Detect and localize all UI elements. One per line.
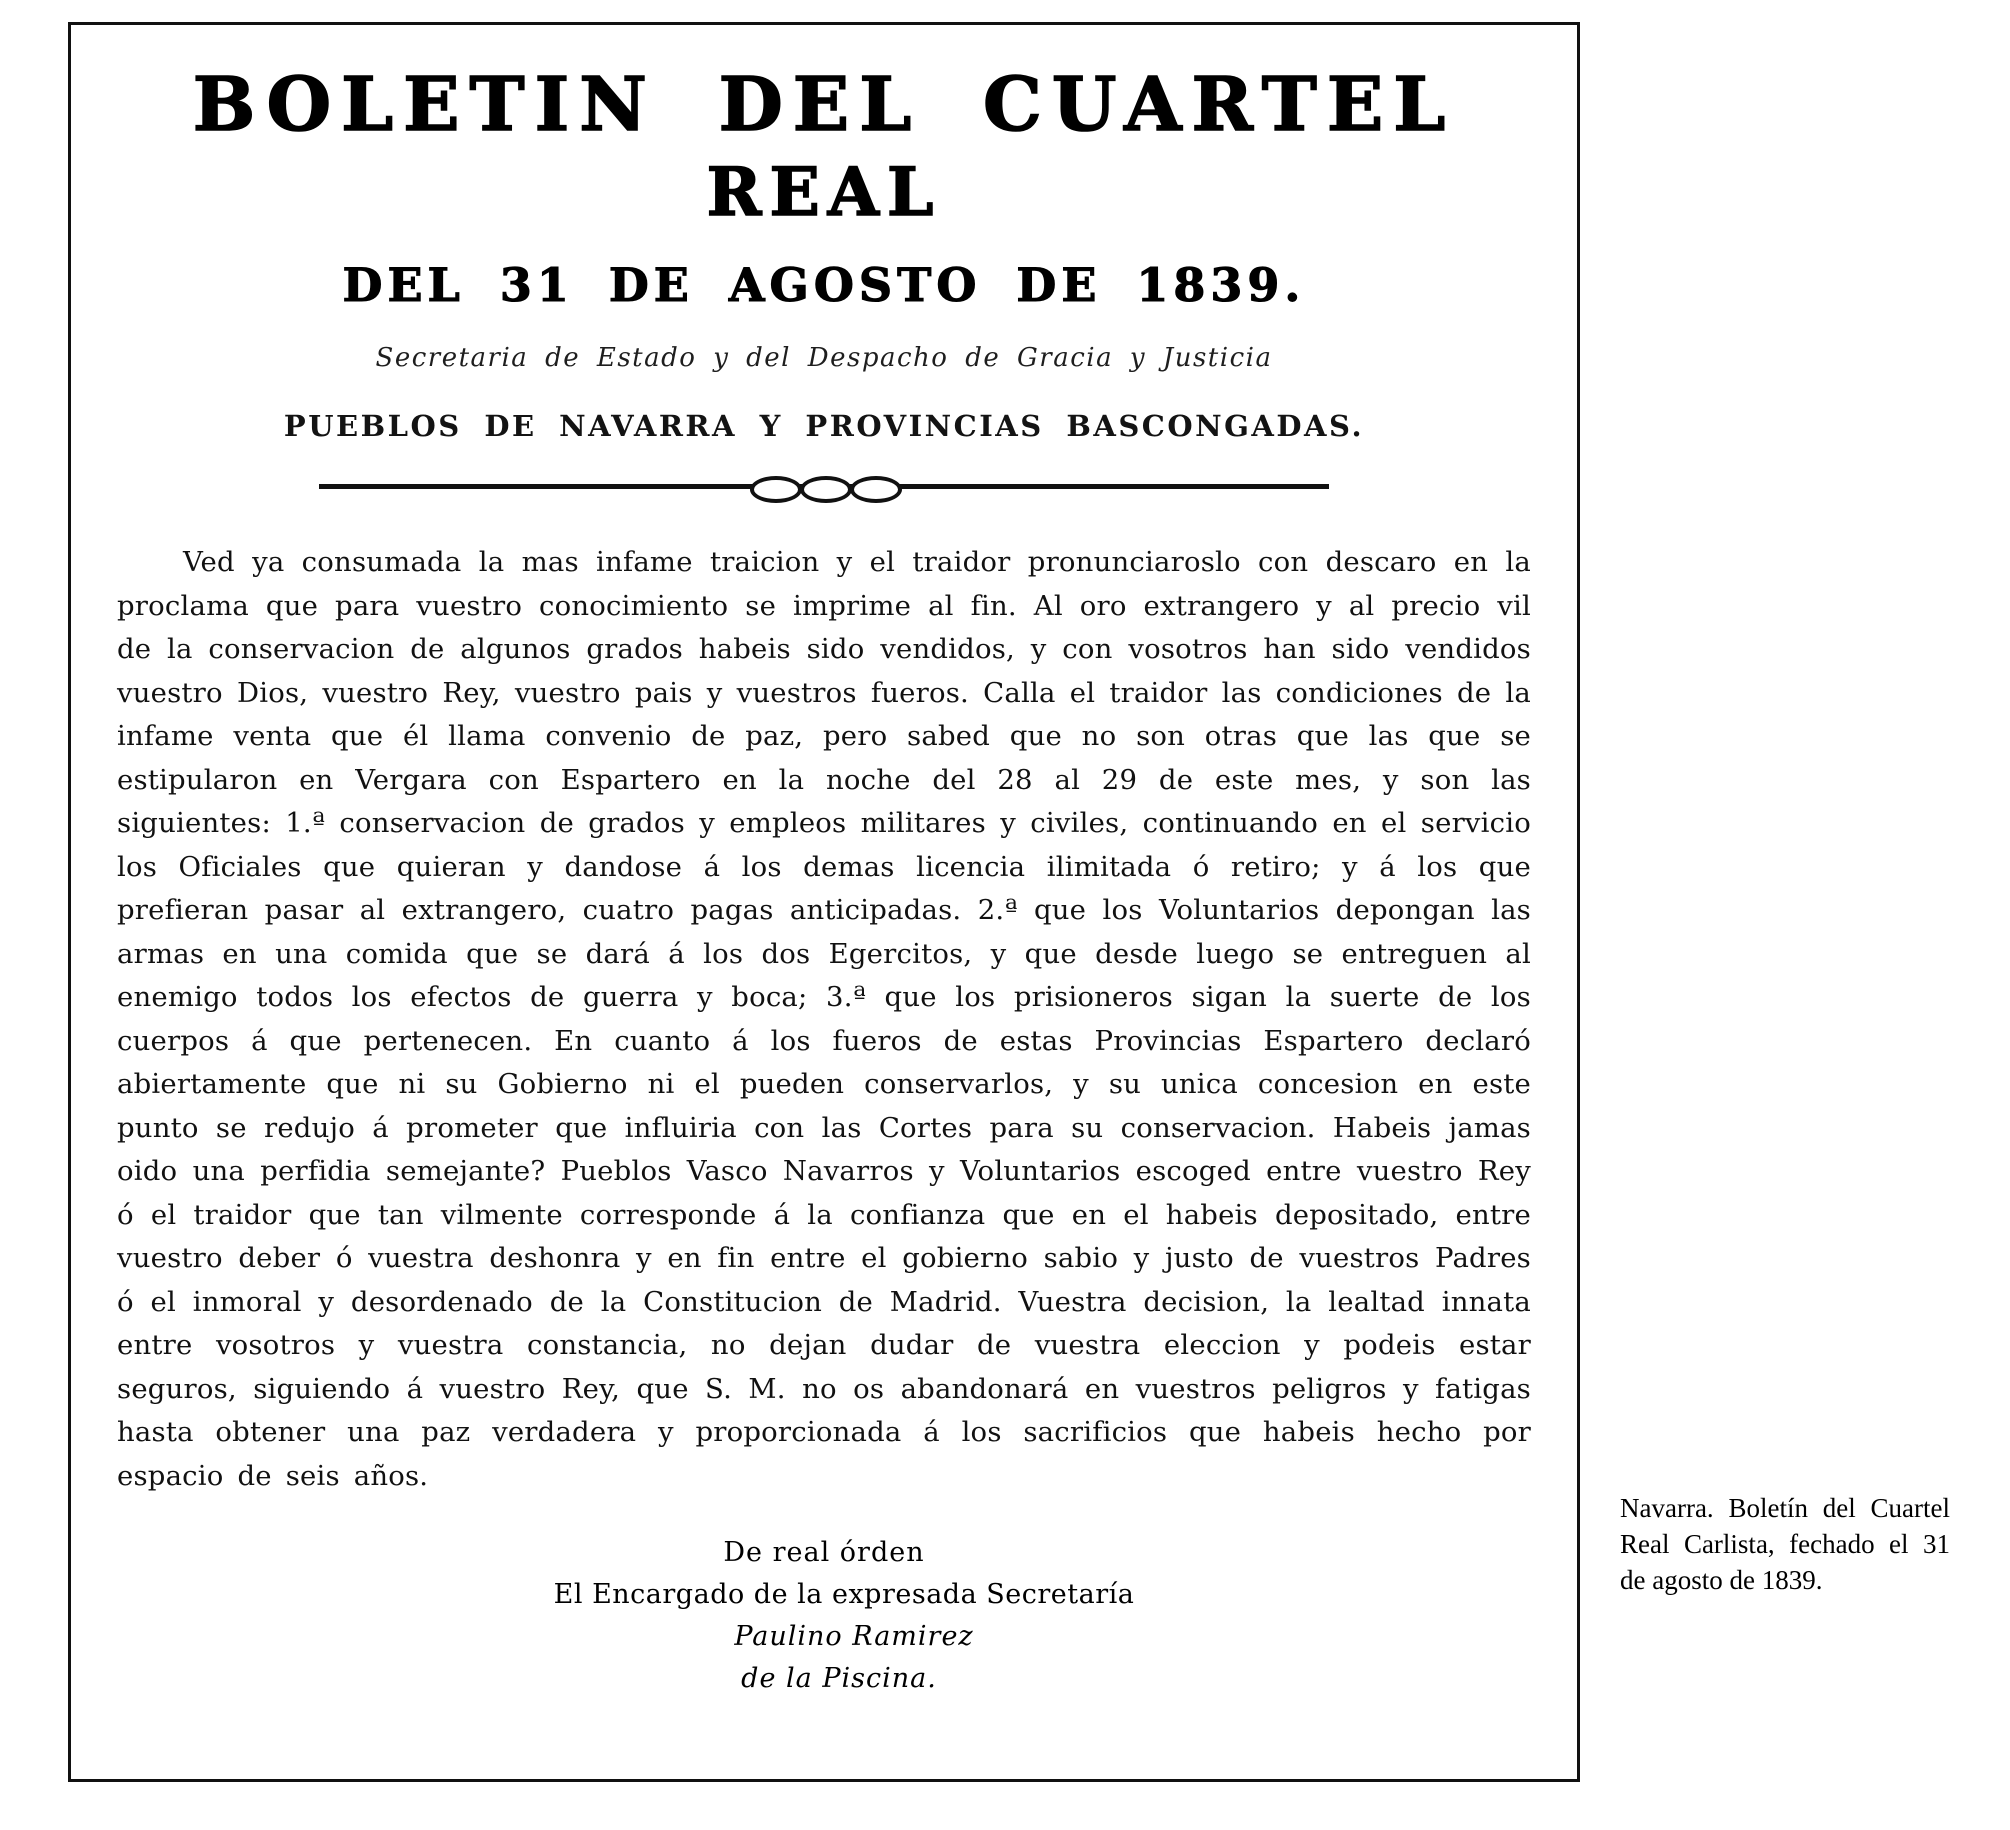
broadside-document <box>68 22 1580 1782</box>
figure-caption: Navarra. Boletín del Cuartel Real Carlista, fechado el 31 de agosto de 1839. <box>1620 1493 1950 1595</box>
closing-block <box>117 1532 1531 1700</box>
masthead <box>117 61 1531 317</box>
closing-line-royal-order: De real órden <box>723 1537 925 1568</box>
closing-line-officer-title: El Encargado de la expresada Secretaría <box>553 1579 1135 1610</box>
secretaria-subtitle: Secretaria de Estado y del Despacho de Gracia y Justicia <box>375 343 1273 373</box>
ornamental-divider <box>319 471 1329 501</box>
masthead-title-line-1: BOLETIN DEL CUARTEL <box>192 62 1456 148</box>
proclamation-body: Ved ya consumada la mas infame traicion y el traidor pronunciaroslo con descaro en la proclama que para vuestro conocimiento se imprime al fin. Al oro extrangero y al precio vil de la conservacion de algunos grados habeis sido vendidos, y con vosotros han sido vendidos vuestro Dios, vuestro Rey, vuestro pais y vuestros fueros. Calla el traidor las condiciones de la infame venta que él llama convenio de paz, pero sabed que no son otras que las que se estipularon en Vergara con Espartero en la noche del 28 al 29 de este mes, y son las siguientes: 1.ª conservacion de grados y empleos militares y civiles, continuando en el servicio los Oficiales que quieran y dandose á los demas licencia ilimitada ó retiro; y á los que prefieran pasar al extrangero, cuatro pagas anticipadas. 2.ª que los Voluntarios depongan las armas en una comida que se dará á los dos Egercitos, y que desde luego se entreguen al enemigo todos los efectos de guerra y boca; 3.ª que los prisioneros sigan la suerte de los cuerpos á que pertenecen. En cuanto á los fueros de estas Provincias Espartero declaró abiertamente que ni su Gobierno ni el pueden conservarlos, y su unica concesion en este punto se redujo á prometer que influiria con las Cortes para su conservacion. Habeis jamas oido una perfidia semejante? Pueblos Vasco Navarros y Voluntarios escoged entre vuestro Rey ó el traidor que tan vilmente corresponde á la confianza que en el habeis depositado, entre vuestro deber ó vuestra deshonra y en fin entre el gobierno sabio y justo de vuestros Padres ó el inmoral y desordenado de la Constitucion de Madrid. Vuestra decision, la lealtad innata entre vosotros y vuestra constancia, no dejan dudar de vuestra eleccion y podeis estar seguros, siguiendo á vuestro Rey, que S. M. no os abandonará en vuestros peligros y fatigas hasta obtener una paz verdadera y proporcionada á los sacrificios que habeis hecho por espacio de seis años. <box>117 546 1531 1492</box>
document-sheet <box>71 25 1577 1779</box>
closing-line-signature-surname: de la Piscina. <box>741 1663 937 1694</box>
masthead-title-line-2: REAL <box>706 153 942 231</box>
addressees-heading: PUEBLOS DE NAVARRA Y PROVINCIAS BASCONGADAS. <box>283 409 1365 443</box>
masthead-date-line: DEL 31 DE AGOSTO DE 1839. <box>342 258 1306 312</box>
closing-line-signature-name: Paulino Ramirez <box>734 1621 974 1652</box>
divider-knot-icon <box>744 473 904 499</box>
